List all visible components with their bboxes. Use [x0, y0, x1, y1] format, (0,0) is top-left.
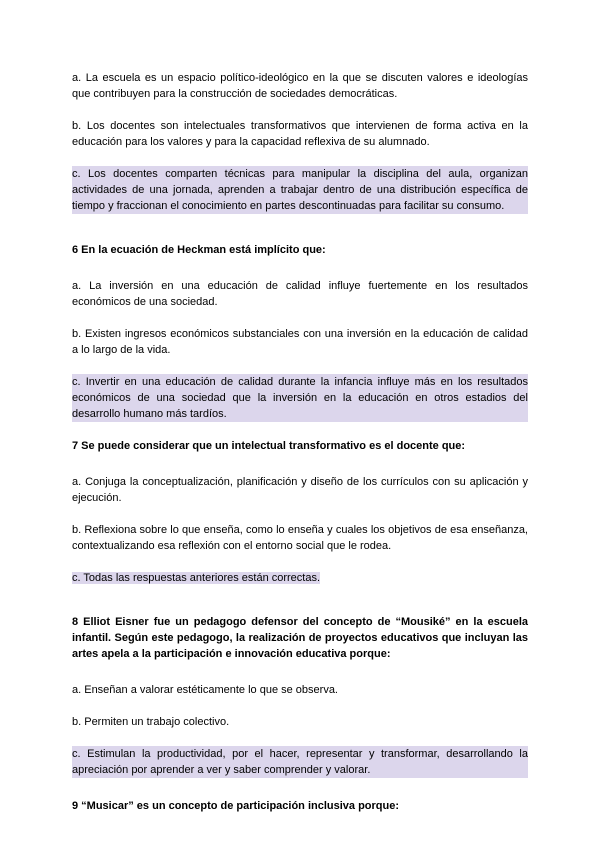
q5-option-c-highlighted: c. Los docentes comparten técnicas para manipular la disciplina del aula, organizan actividades de una jornada, aprenden a trabajar dentro de una distribución específica de tiempo y fraccionan el conocimiento en partes descontinuadas para facilitar su consumo. [72, 168, 528, 212]
q8-question: 8 Elliot Eisner fue un pedagogo defensor del concepto de “Mousiké” en la escuela infantil. Según este pedagogo, la realización de proyectos educativos que incluyan las artes apela a la participación e innovación educativa porque: [72, 616, 528, 660]
q6-option-c-highlighted: c. Invertir en una educación de calidad durante la infancia influye más en los resultados económicos de una sociedad que la inversión en la educación en otros estadios del desarrollo humano más tardíos. [72, 376, 528, 420]
q8-option-a: a. Enseñan a valorar estéticamente lo que se observa. [72, 684, 338, 696]
q7-option-b: b. Reflexiona sobre lo que enseña, como lo enseña y cuales los objetivos de esa enseñanza, contextualizando esa reflexión con el entorno social que le rodea. [72, 524, 528, 552]
q5-option-a: a. La escuela es un espacio político-ideológico en la que se discuten valores e ideologías que contribuyen para la construcción de sociedades democráticas. [72, 72, 528, 100]
q7-option-a: a. Conjuga la conceptualización, planificación y diseño de los currículos con su aplicación y ejecución. [72, 476, 528, 504]
q6-option-b: b. Existen ingresos económicos substanciales con una inversión en la educación de calidad a lo largo de la vida. [72, 328, 528, 356]
q9-question: 9 “Musicar” es un concepto de participación inclusiva porque: [72, 800, 400, 812]
q8-option-c-highlighted: c. Estimulan la productividad, por el hacer, representar y transformar, desarrollando la apreciación por aprender a ver y saber comprender y valorar. [72, 748, 528, 776]
q7-option-c [72, 570, 528, 586]
q6-question: 6 En la ecuación de Heckman está implícito que: [72, 244, 326, 256]
q6-option-a: a. La inversión en una educación de calidad influye fuertemente en los resultados económicos de una sociedad. [72, 280, 528, 308]
q7-option-c-highlighted: c. Todas las respuestas anteriores están correctas. [72, 572, 321, 584]
q8-option-b: b. Permiten un trabajo colectivo. [72, 716, 230, 728]
q5-option-b: b. Los docentes son intelectuales transformativos que intervienen de forma activa en la educación para los valores y para la capacidad reflexiva de su alumnado. [72, 120, 528, 148]
document-page [72, 70, 528, 814]
q7-question: 7 Se puede considerar que un intelectual transformativo es el docente que: [72, 440, 466, 452]
